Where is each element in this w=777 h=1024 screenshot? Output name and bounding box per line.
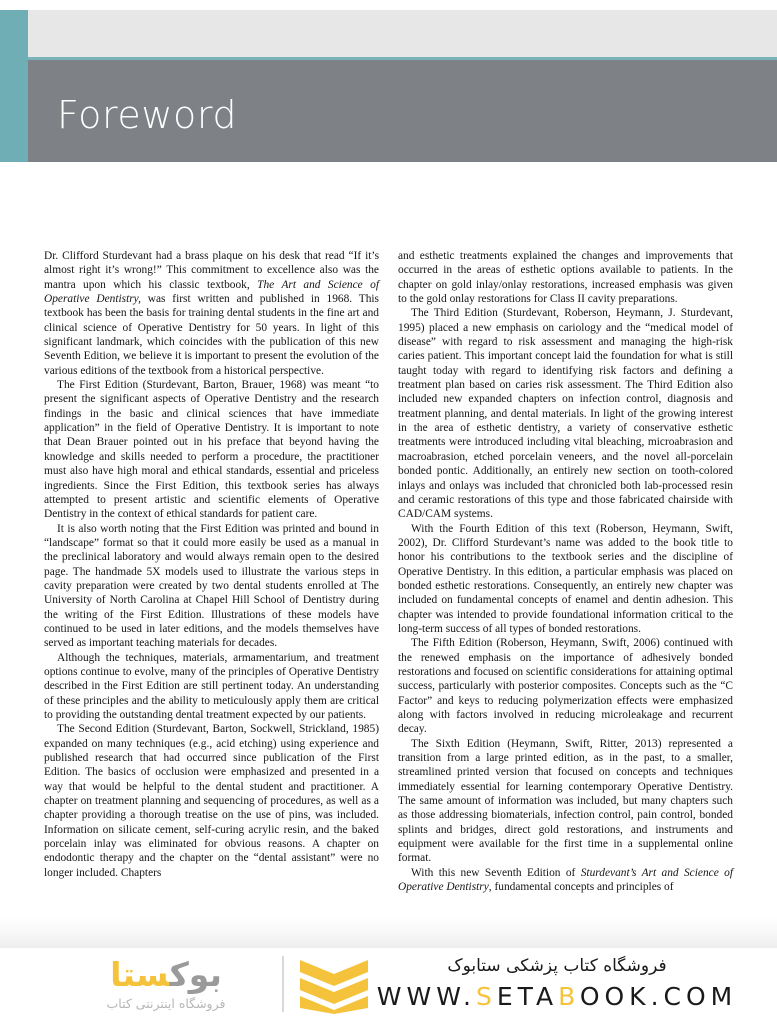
brand-tagline-fa: فروشگاه کتاب پزشکی ستابوک	[447, 956, 667, 976]
page-header	[0, 10, 777, 162]
url-suffix: OOK.COM	[579, 982, 738, 1011]
brand-right-block	[357, 954, 757, 1012]
header-top-band	[28, 10, 777, 57]
text-column-left	[44, 249, 379, 939]
paragraph: Dr. Clifford Sturdevant had a brass plaque on his desk that read “If it’s almost right it’s wrong!” This commitment to excellence also was the mantra upon which his classic textbook, The Art and Science of Operative Dentistry, was first written and published in 1968. This textbook has been the basis for training dental students in the fine art and clinical science of Operative Dentistry for 50 years. In light of this significant landmark, which coincides with the publication of this new Seventh Edition, we believe it is important to present the evolution of the various editions of the textbook from a historical perspective.	[44, 250, 379, 377]
site-footer	[0, 948, 777, 1024]
header-teal-accent-strip	[0, 10, 28, 162]
setabook-logo[interactable]	[60, 954, 370, 1018]
url-letters-eta: ETA	[496, 982, 559, 1011]
logo-wordmark-gold: ستا	[110, 955, 170, 994]
paragraph: With the Fourth Edition of this text (Roberson, Heymann, Swift, 2002), Dr. Clifford Sturdevant’s name was added to the book title to honor his contributions to the textbook series and the discipline of Operative Dentistry. In this edition, a particular emphasis was placed on bonded esthetic restorations. Consequently, an entirely new chapter was included on fundamental concepts of enamel and dentin adhesion. This chapter was intended to provide foundational information critical to the long-term success of all types of bonded restorations.	[398, 522, 733, 635]
paragraph: With this new Seventh Edition of Sturdevant’s Art and Science of Operative Dentistry, fundamental concepts and principles of	[398, 866, 733, 894]
paragraph: The First Edition (Sturdevant, Barton, Brauer, 1968) was meant “to present the significant aspects of Operative Dentistry and the research findings in the basic and clinical sciences that have immediate application” in the field of Operative Dentistry. It is important to note that Dean Brauer pointed out in his preface that beyond having the knowledge and skills needed to perform a procedure, the practitioner must also have high moral and ethical standards, essential and priceless ingredients. Since the First Edition, this textbook series has always attempted to present artistic and scientific elements of Operative Dentistry in the context of ethical standards for patient care.	[44, 379, 379, 521]
logo-divider	[282, 956, 284, 1012]
paragraph: and esthetic treatments explained the changes and improvements that occurred in the areas of esthetic options available to patients. In the chapter on gold inlay/onlay restorations, increased emphasis was given to the gold onlay restorations for Class II cavity preparations.	[398, 250, 733, 306]
paragraph: It is also worth noting that the First Edition was printed and bound in “landscape” format so that it could more easily be used as a manual in the preclinical laboratory and would always remain open to the desired page. The handmade 5X models used to illustrate the various steps in cavity preparation were created by two dental students enrolled at The University of North Carolina at Chapel Hill School of Dentistry during the writing of the First Edition. Illustrations of these models have continued to be used in later editions, and the models themselves have served as important teaching materials for decades.	[44, 522, 379, 650]
paragraph: The Second Edition (Sturdevant, Barton, Sockwell, Strickland, 1985) expanded on many techniques (e.g., acid etching) using experience and published research that had occurred since publication of the First Edition. The basics of occlusion were emphasized and presented in a way that would be helpful to the dental student and practitioner. A chapter on treatment planning and sequencing of procedures, as well as a chapter providing a thorough treatise on the use of pins, was included. Information on silicate cement, self-curing acrylic resin, and the baked porcelain inlay was eliminated for obvious reasons. A chapter on endodontic therapy and the chapter on the “dental assistant” were no longer included. Chapters	[44, 723, 379, 879]
url-letter-s: S	[476, 982, 497, 1011]
logo-wordmark-gray: بوک	[169, 955, 222, 994]
paragraph: The Sixth Edition (Heymann, Swift, Ritter, 2013) represented a transition from a large printed edition, as in the past, to a smaller, streamlined printed version that focused on concepts and techniques immediately essential for learning contemporary Operative Dentistry. The same amount of information was included, but many chapters such as those addressing biomaterials, infection control, pain control, bonded splints and bridges, direct gold restorations, and instruments and equipment were available for the first time in a supplemental online format.	[398, 737, 733, 865]
url-prefix: WWW.	[376, 982, 476, 1011]
brand-url[interactable]	[357, 982, 757, 1012]
url-letter-b: B	[558, 982, 580, 1011]
body-columns	[44, 249, 734, 939]
page-title: Foreword	[57, 93, 238, 137]
logo-wordmark	[60, 954, 272, 996]
paragraph: The Fifth Edition (Roberson, Heymann, Swift, 2006) continued with the renewed emphasis on the importance of adhesively bonded restorations and focused on scientific considerations for attaining optimal success, particularly with posterior composites. Concepts such as the “C Factor” and keys to reducing polymerization effects were emphasized along with factors involved in reducing microleakage and recurrent decay.	[398, 637, 733, 736]
paragraph: Although the techniques, materials, armamentarium, and treatment options continue to evolve, many of the principles of Operative Dentistry described in the First Edition are still pertinent today. An understanding of these principles and the ability to meticulously apply them are critical to providing the outstanding dental treatment expected by our patients.	[44, 651, 379, 721]
paragraph: The Third Edition (Sturdevant, Roberson, Heymann, J. Sturdevant, 1995) placed a new emphasis on cariology and the “medical model of disease” with regard to risk assessment and managing the high-risk caries patient. This important concept laid the foundation for what is still taught today with regard to identifying risk factors and defining a treatment plan based on caries risk assessment. The Third Edition also included new expanded chapters on infection control, diagnosis and treatment planning, and dental materials. In light of the growing interest in the area of esthetic dentistry, a variety of conservative esthetic treatments were introduced including vital bleaching, microabrasion and macroabrasion, etched porcelain veneers, and the novel all-porcelain bonded pontic. Additionally, an entirely new section on tooth-colored inlays and onlays was included that chronicled both lab-processed resin and ceramic restorations of this type and those fabricated chairside with CAD/CAM systems.	[398, 307, 733, 521]
logo-subtitle: فروشگاه اینترنتی کتاب	[106, 996, 226, 1011]
text-column-right	[398, 249, 733, 939]
